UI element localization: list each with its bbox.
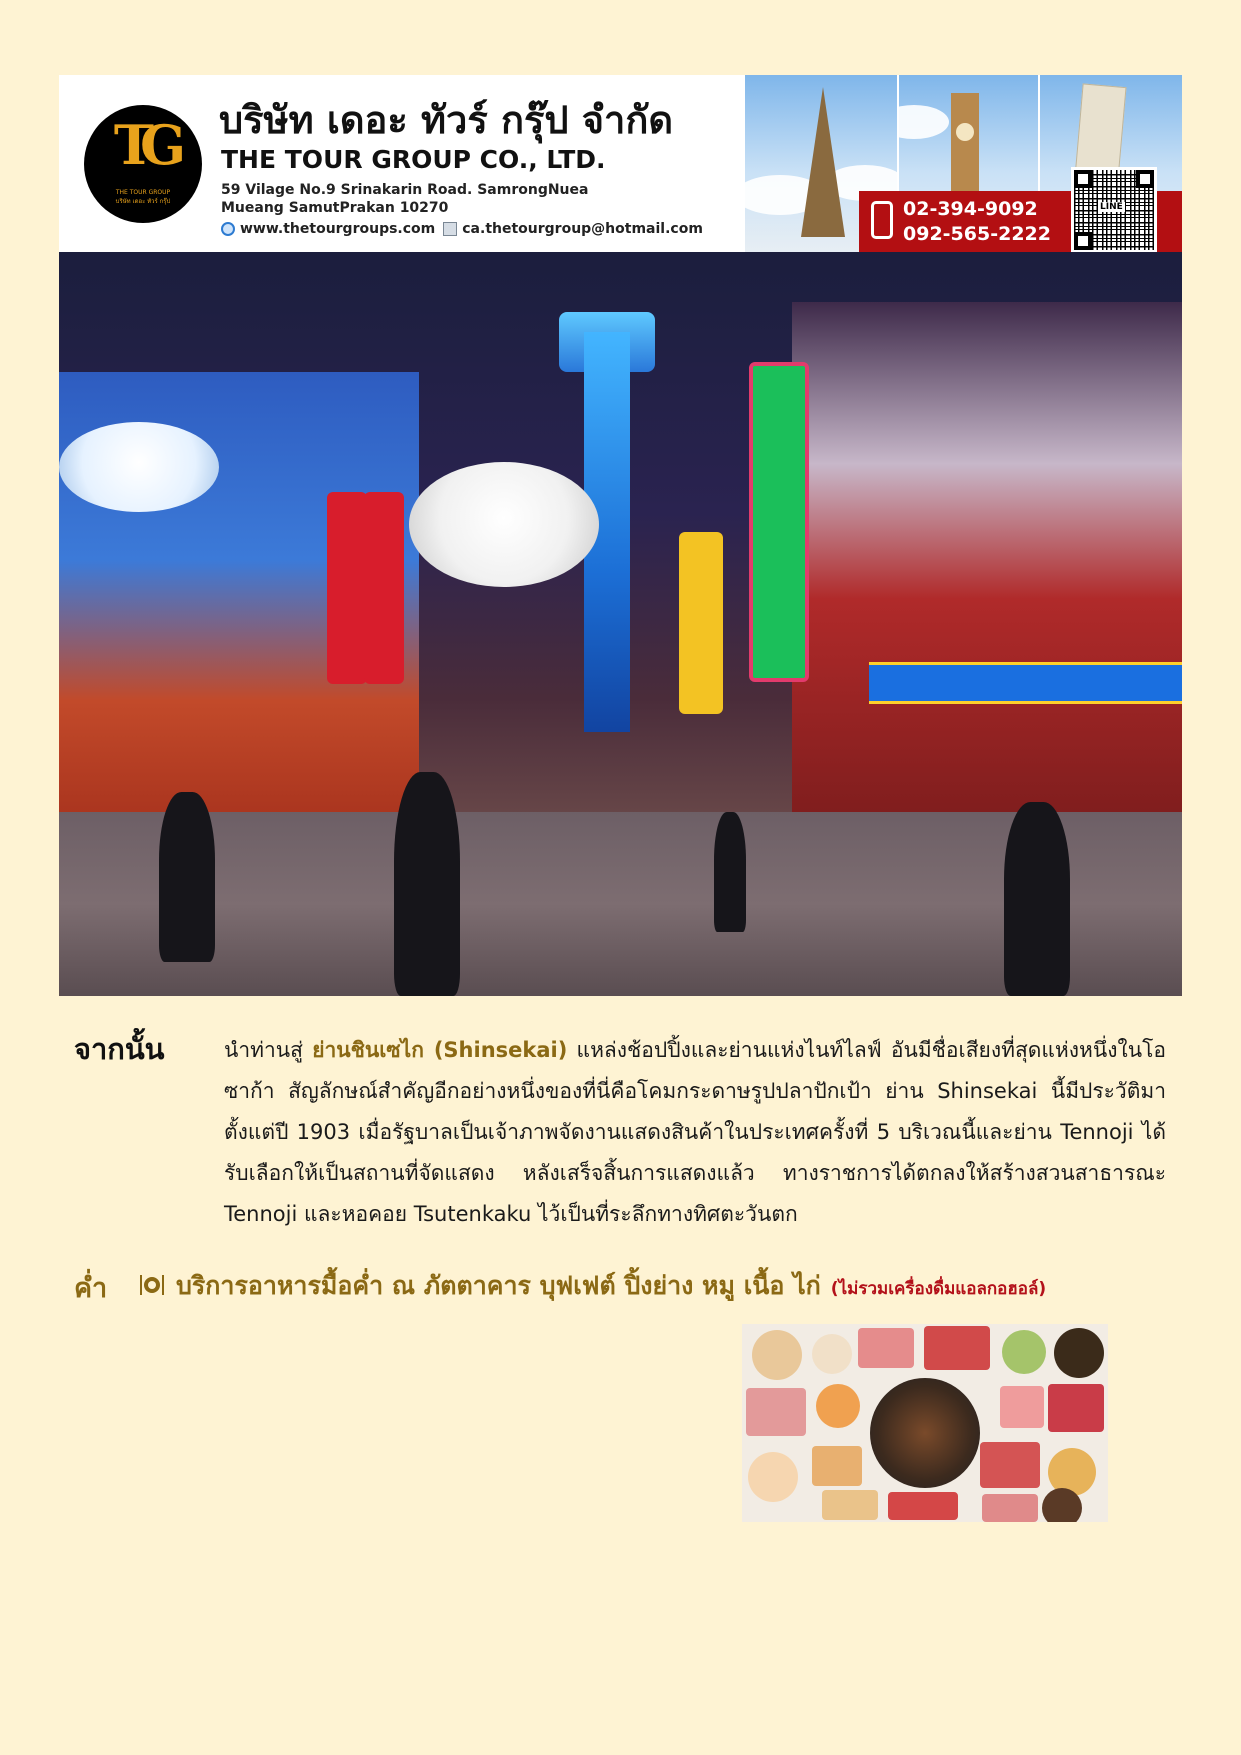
phone-numbers xyxy=(903,197,1051,247)
company-name-english: THE TOUR GROUP CO., LTD. xyxy=(221,145,606,174)
phone-number-1[interactable]: 02-394-9092 xyxy=(903,198,1038,220)
red-vertical-sign xyxy=(364,492,404,684)
globe-icon xyxy=(221,222,235,236)
address-line-2: Mueang SamutPrakan 10270 xyxy=(221,200,449,216)
logo-mark: TG xyxy=(113,113,173,177)
mail-icon xyxy=(443,222,457,236)
dinner-line xyxy=(140,1266,1046,1306)
red-vertical-sign xyxy=(327,492,367,684)
time-label-dinner: ค่ำ xyxy=(74,1273,108,1304)
company-logo xyxy=(84,105,202,223)
dinner-description: บริการอาหารมื้อค่ำ ณ ภัตตาคาร บุฟเฟต์ ปิ้งย่าง หมู เนื้อ ไก่ xyxy=(176,1271,821,1300)
pedestrian xyxy=(159,792,215,962)
shinsekai-highlight: ย่านชินเซไก (Shinsekai) xyxy=(312,1038,568,1062)
logo-small-text: THE TOUR GROUP xyxy=(115,189,171,196)
address-line-1: 59 Vilage No.9 Srinakarin Road. SamrongNuea xyxy=(221,182,589,198)
dinner-alcohol-note: (ไม่รวมเครื่องดื่มแอลกอฮอล์) xyxy=(830,1279,1047,1299)
qr-line-label: LINE xyxy=(1100,202,1123,212)
pufferfish-sign-left xyxy=(59,422,219,512)
contact-row xyxy=(221,221,703,237)
company-address xyxy=(221,181,588,217)
para-intro: นำท่านสู่ xyxy=(224,1038,313,1062)
company-name-thai: บริษัท เดอะ ทัวร์ กรุ๊ป จำกัด xyxy=(219,98,674,142)
yellow-vertical-sign xyxy=(679,532,723,714)
right-shop-facade xyxy=(792,302,1182,842)
line-qr-code[interactable] xyxy=(1071,167,1157,252)
para-rest: แหล่งช้อปปิ้งและย่านแห่งไนท์ไลฟ์ อันมีชื่อเสียงที่สุดแห่งหนึ่งในโอซาก้า สัญลักษณ์สำคัญอีกอย่างหนึ่งของที่นี่คือโคมกระดาษรูปปลาปักเป้า ย่าน Shinsekai นี้มีประวัติมาตั้งแต่ปี 1903 เมื่อรัฐบาลเป็นเจ้าภาพจัดงานแสดงสินค้าในประเทศครั้งที่ 5 บริเวณนี้และย่าน Tennoji ได้รับเลือกให้เป็นสถานที่จัดแสดง หลังเสร็จสิ้นการแสดงแล้ว ทางราชการได้ตกลงให้สร้างสวนสาธารณะ Tennoji และหอคอย Tsutenkaku ไว้เป็นที่ระลึกทางทิศตะวันตก xyxy=(224,1038,1166,1226)
company-header-banner xyxy=(59,75,1182,252)
pedestrian xyxy=(714,812,746,932)
shinsekai-street-photo xyxy=(59,252,1182,996)
landmark-photo-strip xyxy=(745,75,1182,252)
plate-cutlery-icon xyxy=(140,1275,164,1297)
pedestrian xyxy=(1004,802,1070,996)
pedestrian xyxy=(394,772,460,996)
blue-shop-banner xyxy=(869,662,1182,704)
email-link[interactable]: ca.thetourgroup@hotmail.com xyxy=(462,221,703,237)
logo-small-text-thai: บริษัท เดอะ ทัวร์ กรุ๊ป xyxy=(115,198,171,205)
website-link[interactable]: www.thetourgroups.com xyxy=(240,221,436,237)
time-label-then: จากนั้น xyxy=(74,1032,165,1066)
pufferfish-lantern xyxy=(409,462,599,587)
phone-number-2[interactable]: 092-565-2222 xyxy=(903,223,1051,245)
green-vertical-sign xyxy=(749,362,809,682)
phone-icon xyxy=(871,201,893,239)
bbq-buffet-photo xyxy=(742,1324,1108,1522)
shinsekai-description xyxy=(224,1030,1166,1235)
